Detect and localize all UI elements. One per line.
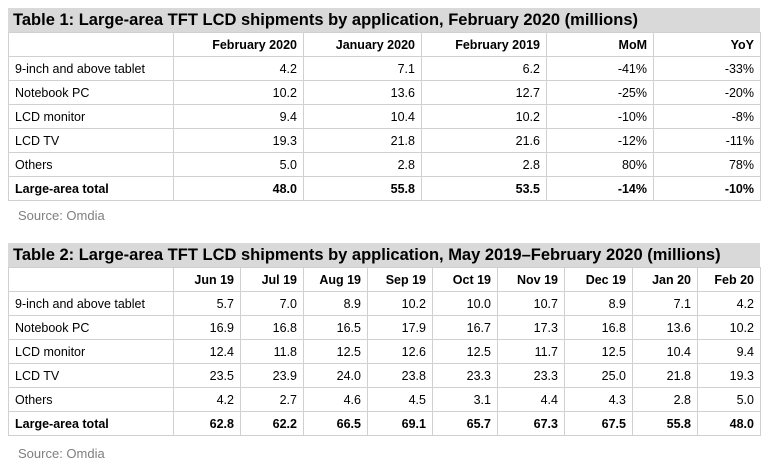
table2-row-label: LCD monitor — [9, 340, 174, 364]
table2-cell: 55.8 — [633, 412, 698, 436]
table2-cell: 65.7 — [433, 412, 498, 436]
table2-cell: 62.2 — [241, 412, 304, 436]
table1-cell: 9.4 — [174, 105, 304, 129]
table2-header-cell: Nov 19 — [498, 268, 565, 292]
table1-cell: -41% — [547, 57, 654, 81]
table2-cell: 9.4 — [698, 340, 761, 364]
table2-cell: 69.1 — [368, 412, 433, 436]
table1-cell: 19.3 — [174, 129, 304, 153]
table1-row-label: LCD monitor — [9, 105, 174, 129]
table1 — [8, 32, 761, 201]
table2-cell: 10.7 — [498, 292, 565, 316]
table2-row — [9, 412, 761, 436]
table2-cell: 8.9 — [565, 292, 633, 316]
table2-cell: 2.7 — [241, 388, 304, 412]
table2-cell: 16.5 — [304, 316, 368, 340]
table2-row-label: 9-inch and above tablet — [9, 292, 174, 316]
table2-cell: 23.3 — [498, 364, 565, 388]
table1-cell: -33% — [654, 57, 761, 81]
table2-cell: 21.8 — [633, 364, 698, 388]
table1-header-cell: YoY — [654, 33, 761, 57]
table2-header-cell: Aug 19 — [304, 268, 368, 292]
table1-cell: -12% — [547, 129, 654, 153]
table2-cell: 12.4 — [174, 340, 241, 364]
table1-cell: 78% — [654, 153, 761, 177]
table2-cell: 17.9 — [368, 316, 433, 340]
table2-cell: 10.0 — [433, 292, 498, 316]
table2-cell: 11.7 — [498, 340, 565, 364]
table1-row — [9, 177, 761, 201]
table1-source: Source: Omdia — [18, 208, 105, 223]
table1-cell: -20% — [654, 81, 761, 105]
table2-row-label: Large-area total — [9, 412, 174, 436]
table2-cell: 13.6 — [633, 316, 698, 340]
table2-cell: 4.2 — [698, 292, 761, 316]
table2-cell: 5.7 — [174, 292, 241, 316]
table2-cell: 16.9 — [174, 316, 241, 340]
table2 — [8, 267, 761, 436]
table2-row-label: LCD TV — [9, 364, 174, 388]
table2-cell: 23.9 — [241, 364, 304, 388]
table1-cell: 21.8 — [304, 129, 422, 153]
table2-row-label: Notebook PC — [9, 316, 174, 340]
table1-row — [9, 129, 761, 153]
table2-row — [9, 340, 761, 364]
table2-cell: 23.5 — [174, 364, 241, 388]
table1-cell: 10.4 — [304, 105, 422, 129]
table2-header-cell: Sep 19 — [368, 268, 433, 292]
table2-cell: 4.6 — [304, 388, 368, 412]
table1-cell: 6.2 — [422, 57, 547, 81]
table2-header-cell: Jul 19 — [241, 268, 304, 292]
table2-cell: 10.2 — [698, 316, 761, 340]
table1-cell: 10.2 — [422, 105, 547, 129]
table1-cell: -10% — [547, 105, 654, 129]
table2-cell: 3.1 — [433, 388, 498, 412]
table1-row — [9, 57, 761, 81]
table2-header-cell: Jan 20 — [633, 268, 698, 292]
table2-header-cell: Dec 19 — [565, 268, 633, 292]
table1-row-label: Large-area total — [9, 177, 174, 201]
table2-title: Table 2: Large-area TFT LCD shipments by application, May 2019–February 2020 (millions) — [8, 243, 760, 267]
table1-cell: 55.8 — [304, 177, 422, 201]
table2-cell: 7.0 — [241, 292, 304, 316]
table1-cell: 21.6 — [422, 129, 547, 153]
table2-cell: 10.4 — [633, 340, 698, 364]
table1-row — [9, 153, 761, 177]
table1-cell: -8% — [654, 105, 761, 129]
table1-cell: 7.1 — [304, 57, 422, 81]
table1-cell: 13.6 — [304, 81, 422, 105]
table2-cell: 19.3 — [698, 364, 761, 388]
table1-cell: 4.2 — [174, 57, 304, 81]
table2-cell: 17.3 — [498, 316, 565, 340]
table2-cell: 12.5 — [304, 340, 368, 364]
table2-cell: 16.8 — [241, 316, 304, 340]
table2-header-cell: Oct 19 — [433, 268, 498, 292]
table1-cell: 48.0 — [174, 177, 304, 201]
table2-header-cell: Jun 19 — [174, 268, 241, 292]
table1-row-label: Others — [9, 153, 174, 177]
table2-cell: 12.6 — [368, 340, 433, 364]
table1-header-cell: February 2019 — [422, 33, 547, 57]
table2-cell: 25.0 — [565, 364, 633, 388]
table1-cell: 80% — [547, 153, 654, 177]
table1-cell: 2.8 — [422, 153, 547, 177]
table2-cell: 8.9 — [304, 292, 368, 316]
table2-cell: 4.3 — [565, 388, 633, 412]
table2-cell: 23.3 — [433, 364, 498, 388]
table2-row — [9, 292, 761, 316]
table2-cell: 4.5 — [368, 388, 433, 412]
table2-cell: 16.8 — [565, 316, 633, 340]
table1-cell: 2.8 — [304, 153, 422, 177]
table1-row-label: LCD TV — [9, 129, 174, 153]
table2-cell: 10.2 — [368, 292, 433, 316]
table1-cell: -11% — [654, 129, 761, 153]
table1-header-row — [9, 33, 761, 57]
table1-cell: 5.0 — [174, 153, 304, 177]
table2-row — [9, 364, 761, 388]
table2-row — [9, 316, 761, 340]
table2-cell: 5.0 — [698, 388, 761, 412]
table2-cell: 67.3 — [498, 412, 565, 436]
table2-header-cell — [9, 268, 174, 292]
table1-row-label: Notebook PC — [9, 81, 174, 105]
table1-row-label: 9-inch and above tablet — [9, 57, 174, 81]
table1-cell: 10.2 — [174, 81, 304, 105]
table2-cell: 7.1 — [633, 292, 698, 316]
table1-title: Table 1: Large-area TFT LCD shipments by application, February 2020 (millions) — [8, 8, 760, 32]
table1-header-cell: MoM — [547, 33, 654, 57]
table2-cell: 16.7 — [433, 316, 498, 340]
table2-cell: 12.5 — [433, 340, 498, 364]
table1-cell: 53.5 — [422, 177, 547, 201]
table2-cell: 24.0 — [304, 364, 368, 388]
table2-cell: 4.4 — [498, 388, 565, 412]
table2-cell: 48.0 — [698, 412, 761, 436]
table2-row-label: Others — [9, 388, 174, 412]
table1-cell: -10% — [654, 177, 761, 201]
table1-row — [9, 81, 761, 105]
table2-cell: 66.5 — [304, 412, 368, 436]
table2-row — [9, 388, 761, 412]
table1-header-cell: February 2020 — [174, 33, 304, 57]
table2-cell: 2.8 — [633, 388, 698, 412]
table2-cell: 11.8 — [241, 340, 304, 364]
table1-cell: -25% — [547, 81, 654, 105]
table2-cell: 67.5 — [565, 412, 633, 436]
table1-cell: 12.7 — [422, 81, 547, 105]
table1-cell: -14% — [547, 177, 654, 201]
table1-header-cell: January 2020 — [304, 33, 422, 57]
table2-header-row — [9, 268, 761, 292]
table1-header-cell — [9, 33, 174, 57]
table2-cell: 62.8 — [174, 412, 241, 436]
table2-source: Source: Omdia — [18, 446, 105, 461]
table2-cell: 12.5 — [565, 340, 633, 364]
table2-cell: 23.8 — [368, 364, 433, 388]
table2-cell: 4.2 — [174, 388, 241, 412]
table1-row — [9, 105, 761, 129]
table2-header-cell: Feb 20 — [698, 268, 761, 292]
